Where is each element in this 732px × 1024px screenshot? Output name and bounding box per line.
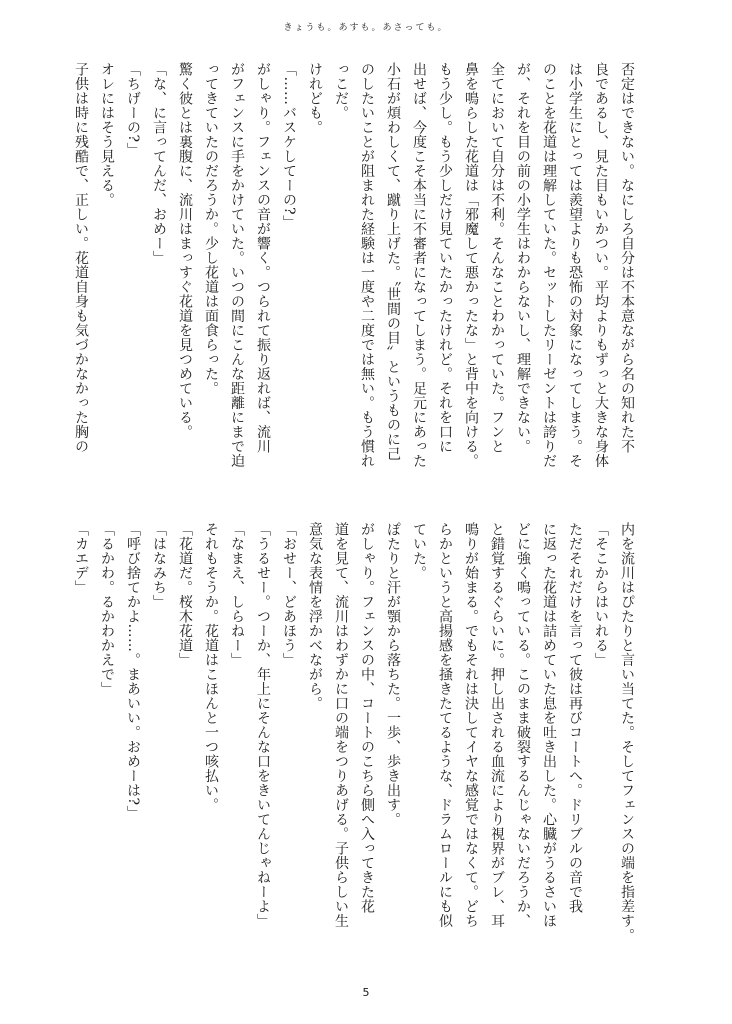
text-line: 否定はできない。なにしろ自分は不本意ながら名の知れた不 bbox=[619, 62, 635, 454]
text-line: 「おせー、どあほう」 bbox=[281, 522, 297, 667]
text-line: がフェンスに手をかけていた。いつの間にこんな距離にまで迫 bbox=[229, 62, 245, 468]
text-line: のことを花道は理解していた。セットしたリーゼントは誇りだ bbox=[541, 62, 557, 468]
text-line: 「そこからはいれる」 bbox=[593, 522, 609, 667]
text-line: 鳴りが始まる。でもそれは決してイヤな感覚ではなくて。どち bbox=[463, 522, 479, 928]
text-line: 全てにおいて自分は不利。そんなことわかっていた。フンと bbox=[489, 62, 505, 454]
text-line: 「なまえ、しらねー」 bbox=[229, 522, 245, 667]
text-line: 驚く彼とは裏腹に、流川はまっすぐ花道を見つめている。 bbox=[177, 62, 193, 439]
text-line: ていた。 bbox=[411, 522, 427, 580]
text-line: 「ちげーの?」 bbox=[125, 62, 141, 158]
text-line: 「るかわ。るかわかえで」 bbox=[99, 522, 115, 696]
text-line: 道を見て、流川はわずかに口の端をつりあげる。子供らしい生 bbox=[333, 522, 349, 928]
text-line: 鼻を鳴らした花道は「邪魔して悪かったな」と背中を向ける。 bbox=[463, 62, 479, 468]
page-number: 5 bbox=[362, 986, 370, 999]
text-line: 意気な表情を浮かべながら。 bbox=[307, 522, 323, 711]
text-line: 「カエデ」 bbox=[73, 522, 89, 595]
text-line: 出せば、今度こそ本当に不審者になってしまう。足元にあった bbox=[411, 62, 427, 468]
text-line: っこだ。 bbox=[333, 62, 349, 120]
text-line: 「呼び捨てかよ……。まあいい。おめーは?」 bbox=[125, 522, 141, 821]
text-line: もう少し。もう少しだけ見ていたかったけれど。それを口に bbox=[437, 62, 453, 454]
text-line: 良であるし、見た目もいかつい。平均よりもずっと大きな身体 bbox=[593, 62, 609, 468]
text-line: けれども。 bbox=[307, 62, 323, 135]
text-line: ぽたりと汗が顎から落ちた。一歩、歩き出す。 bbox=[385, 522, 401, 827]
text-block-bottom bbox=[68, 522, 640, 972]
text-line: に返った花道は詰めていた息を吐き出した。心臓がうるさいほ bbox=[541, 522, 557, 928]
text-line: 「花道だ。桜木花道」 bbox=[177, 522, 193, 667]
text-line: と錯覚するぐらいに。押し出される血流により視界がブレ、耳 bbox=[489, 522, 505, 928]
text-line: 子供は時に残酷で、正しい。花道自身も気づかなかった胸の bbox=[73, 62, 89, 454]
text-line: 小石が煩わしくて、蹴り上げた。〝世間の目〟というものに己 bbox=[385, 62, 401, 461]
text-line: らかというと高揚感を掻きたてるような、ドラムロールにも似 bbox=[437, 522, 453, 928]
text-line: がしゃり。フェンスの音が響く。つられて振り返れば、流川 bbox=[255, 62, 271, 454]
text-line: それもそうか。花道はこほんと一つ咳払い。 bbox=[203, 522, 219, 812]
text-line: ってきていたのだろうか。少し花道は面食らった。 bbox=[203, 62, 219, 396]
text-line: 「はなみち」 bbox=[151, 522, 167, 609]
text-block-top bbox=[68, 62, 640, 492]
text-line: どに強く鳴っている。このまま破裂するんじゃないだろうか、 bbox=[515, 522, 531, 928]
text-line: 「うるせー。つーか、年上にそんな口をきいてんじゃねーよ」 bbox=[255, 522, 271, 928]
text-line: 「……バスケしてーの?」 bbox=[281, 62, 297, 230]
text-line: 内を流川はぴたりと言い当てた。そしてフェンスの端を指差す。 bbox=[619, 522, 635, 943]
running-header: きょうも。あすも。あさっても。 bbox=[283, 23, 449, 33]
text-line: が、それを目の前の小学生はわからないし、理解できない。 bbox=[515, 62, 531, 454]
text-line: のしたいことが阻まれた経験は一度や二度では無い。もう慣れ bbox=[359, 62, 375, 468]
text-line: 「な、に言ってんだ、おめー」 bbox=[151, 62, 167, 265]
text-line: がしゃり。フェンスの中、コートのこちら側へ入ってきた花 bbox=[359, 522, 375, 914]
text-line: ただそれだけを言って彼は再びコートへ。ドリブルの音で我 bbox=[567, 522, 583, 914]
text-line: オレにはそう見える。 bbox=[99, 62, 115, 207]
text-line: は小学生にとっては羨望よりも恐怖の対象になってしまう。そ bbox=[567, 62, 583, 468]
